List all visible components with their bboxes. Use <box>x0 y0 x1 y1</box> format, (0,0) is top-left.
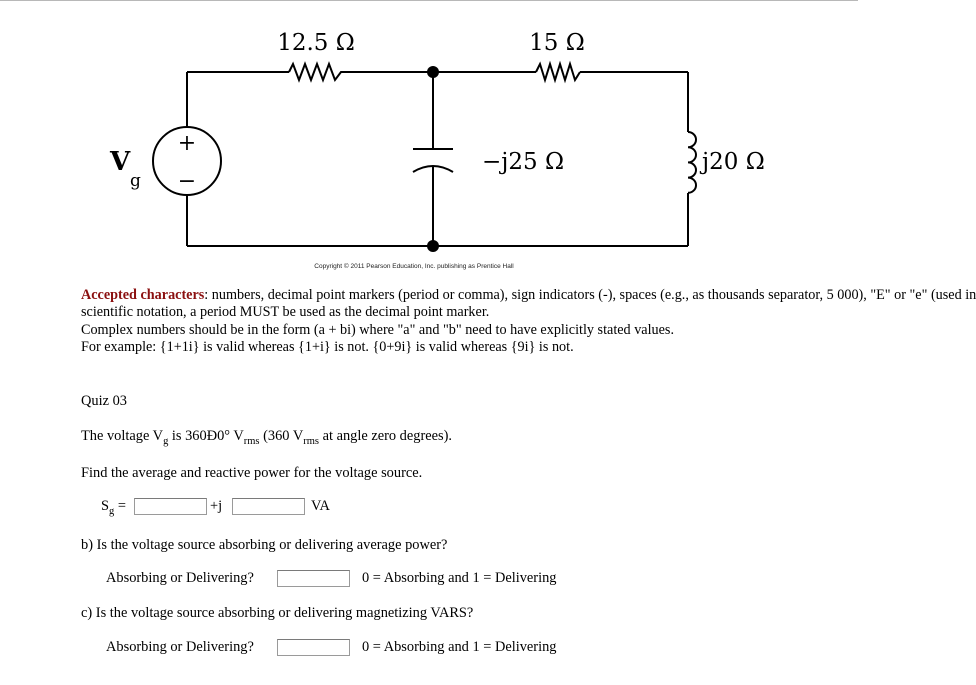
voltage-paren-a: (360 V <box>259 428 304 444</box>
label-capacitor: −j25 Ω <box>482 149 565 175</box>
legend-b: 0 = Absorbing and 1 = Delivering <box>362 570 557 586</box>
resistor-12-5 <box>289 64 345 80</box>
plus-j-label: +j <box>210 498 223 514</box>
voltage-paren-b: at angle zero degrees). <box>318 428 453 444</box>
label-source-sub: g <box>130 171 141 191</box>
label-r2: 15 Ω <box>529 30 585 56</box>
instructions-line-1-text: : numbers, decimal point markers (period or comma), sign indicators (-), spaces (e.g., as thousands separator, 5 000), "E" or "e" (used in <box>204 287 976 303</box>
sg-equals: = <box>114 498 126 514</box>
resistor-15 <box>536 64 580 80</box>
source-minus: − <box>177 169 197 194</box>
label-r1: 12.5 Ω <box>277 30 355 56</box>
absorbing-delivering-label-c: Absorbing or Delivering? <box>106 639 254 655</box>
quiz-title: Quiz 03 <box>81 393 127 409</box>
accepted-characters-label: Accepted characters <box>81 287 205 303</box>
instructions-line-3: Complex numbers should be in the form (a + bi) where "a" and "b" need to have explicitly stated values. <box>81 321 674 338</box>
voltage-mid: is 360Ð0° V <box>168 428 244 444</box>
label-inductor: j20 Ω <box>702 149 765 175</box>
instructions <box>81 287 976 357</box>
voltage-sub: g <box>163 436 169 447</box>
sg-imag-input[interactable] <box>232 498 305 515</box>
voltage-statement <box>81 428 452 445</box>
rms-sub-2: rms <box>303 436 319 447</box>
instructions-line-4: For example: {1+1i} is valid whereas {1+i} is not. {0+9i} is valid whereas {9i} is not. <box>81 339 574 356</box>
sg-symbol: S <box>101 498 110 514</box>
inductor <box>688 132 696 193</box>
legend-c: 0 = Absorbing and 1 = Delivering <box>362 639 557 655</box>
rms-sub-1: rms <box>243 436 260 447</box>
va-unit: VA <box>311 498 330 514</box>
sg-real-input[interactable] <box>134 498 207 515</box>
circuit-diagram <box>0 0 858 262</box>
sg-sub: g <box>109 506 115 517</box>
node-top <box>427 66 439 78</box>
instructions-line-2: scientific notation, a period MUST be used as the decimal point marker. <box>81 304 490 321</box>
question-c: c) Is the voltage source absorbing or delivering magnetizing VARS? <box>81 605 474 621</box>
node-bottom <box>427 240 439 252</box>
answer-b-input[interactable] <box>277 570 350 587</box>
question-b: b) Is the voltage source absorbing or delivering average power? <box>81 537 448 553</box>
label-source: V <box>110 147 131 177</box>
instructions-line-1 <box>81 287 976 304</box>
voltage-prefix: The voltage V <box>81 428 164 444</box>
sg-label <box>101 498 126 515</box>
find-instruction: Find the average and reactive power for the voltage source. <box>81 465 423 481</box>
answer-c-input[interactable] <box>277 639 350 656</box>
copyright-notice: Copyright © 2011 Pearson Education, Inc. publishing as Prentice Hall <box>314 263 514 270</box>
source-plus: + <box>177 131 197 156</box>
absorbing-delivering-label-b: Absorbing or Delivering? <box>106 570 254 586</box>
